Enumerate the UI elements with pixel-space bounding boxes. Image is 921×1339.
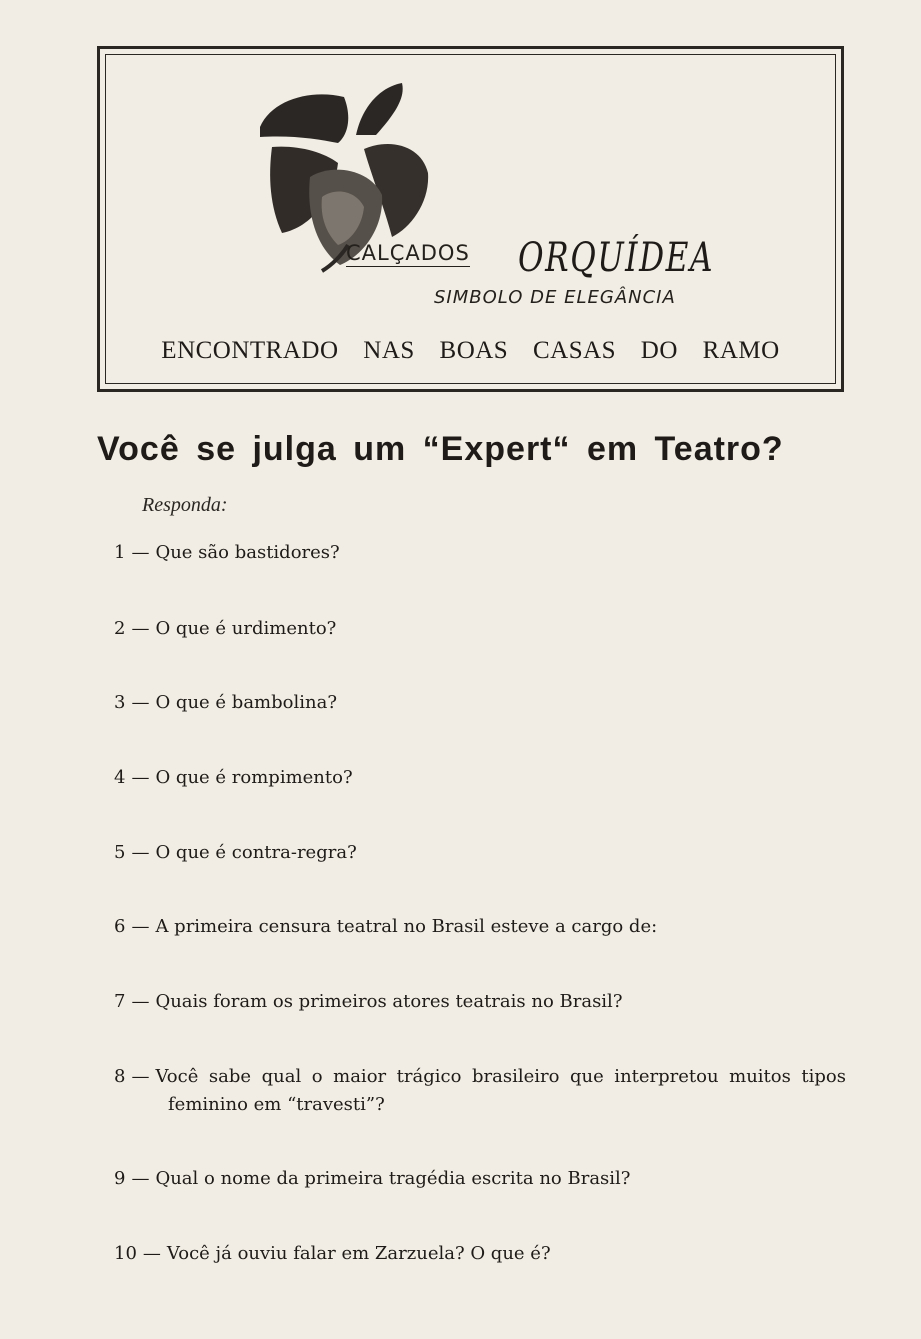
question-item: 2 — O que é urdimento? [114,618,337,639]
question-item: 4 — O que é rompimento? [114,767,353,788]
question-item: 5 — O que é contra-regra? [114,842,357,863]
question-text: O que é contra-regra? [155,842,357,863]
ad-tagline: ENCONTRADO NAS BOAS CASAS DO RAMO [161,337,780,364]
brand-slogan: SIMBOLO DE ELEGÂNCIA [434,287,676,308]
question-number: 8 [114,1066,126,1087]
question-number: 10 [114,1243,137,1264]
question-number: 6 [114,916,126,937]
question-text: O que é bambolina? [155,692,337,713]
question-text: Você já ouviu falar em Zarzuela? O que é? [166,1243,551,1264]
question-text: Qual o nome da primeira tragédia escrita no Brasil? [155,1168,631,1189]
page-title: Você se julga um “Expert“ em Teatro? [97,430,784,468]
question-item: 1 — Que são bastidores? [114,542,340,563]
question-text: O que é urdimento? [155,618,337,639]
question-item: 10 — Você já ouviu falar em Zarzuela? O que é? [114,1243,551,1264]
question-number: 3 [114,692,126,713]
brand-name: ORQUÍDEA [518,235,715,281]
advertisement-box [97,46,844,392]
question-text: O que é rompimento? [155,767,353,788]
question-number: 4 [114,767,126,788]
question-number: 9 [114,1168,126,1189]
question-item: 7 — Quais foram os primeiros atores teatrais no Brasil? [114,991,623,1012]
question-number: 7 [114,991,126,1012]
question-number: 1 [114,542,126,563]
question-number: 5 [114,842,126,863]
question-text: A primeira censura teatral no Brasil esteve a cargo de: [155,916,658,937]
question-item: 8 — Você sabe qual o maior trágico brasileiro que interpretou muitos tipos feminino em “travesti”? [114,1066,846,1115]
prompt-label: Responda: [142,494,228,516]
question-text: Você sabe qual o maior trágico brasileiro que interpretou muitos tipos feminino em “travesti”? [155,1066,846,1115]
question-item: 6 — A primeira censura teatral no Brasil esteve a cargo de: [114,916,658,937]
question-item: 9 — Qual o nome da primeira tragédia escrita no Brasil? [114,1168,631,1189]
question-text: Que são bastidores? [155,542,340,563]
question-item: 3 — O que é bambolina? [114,692,337,713]
brand-prefix: CALÇADOS [346,241,470,265]
question-number: 2 [114,618,126,639]
question-text: Quais foram os primeiros atores teatrais no Brasil? [155,991,623,1012]
